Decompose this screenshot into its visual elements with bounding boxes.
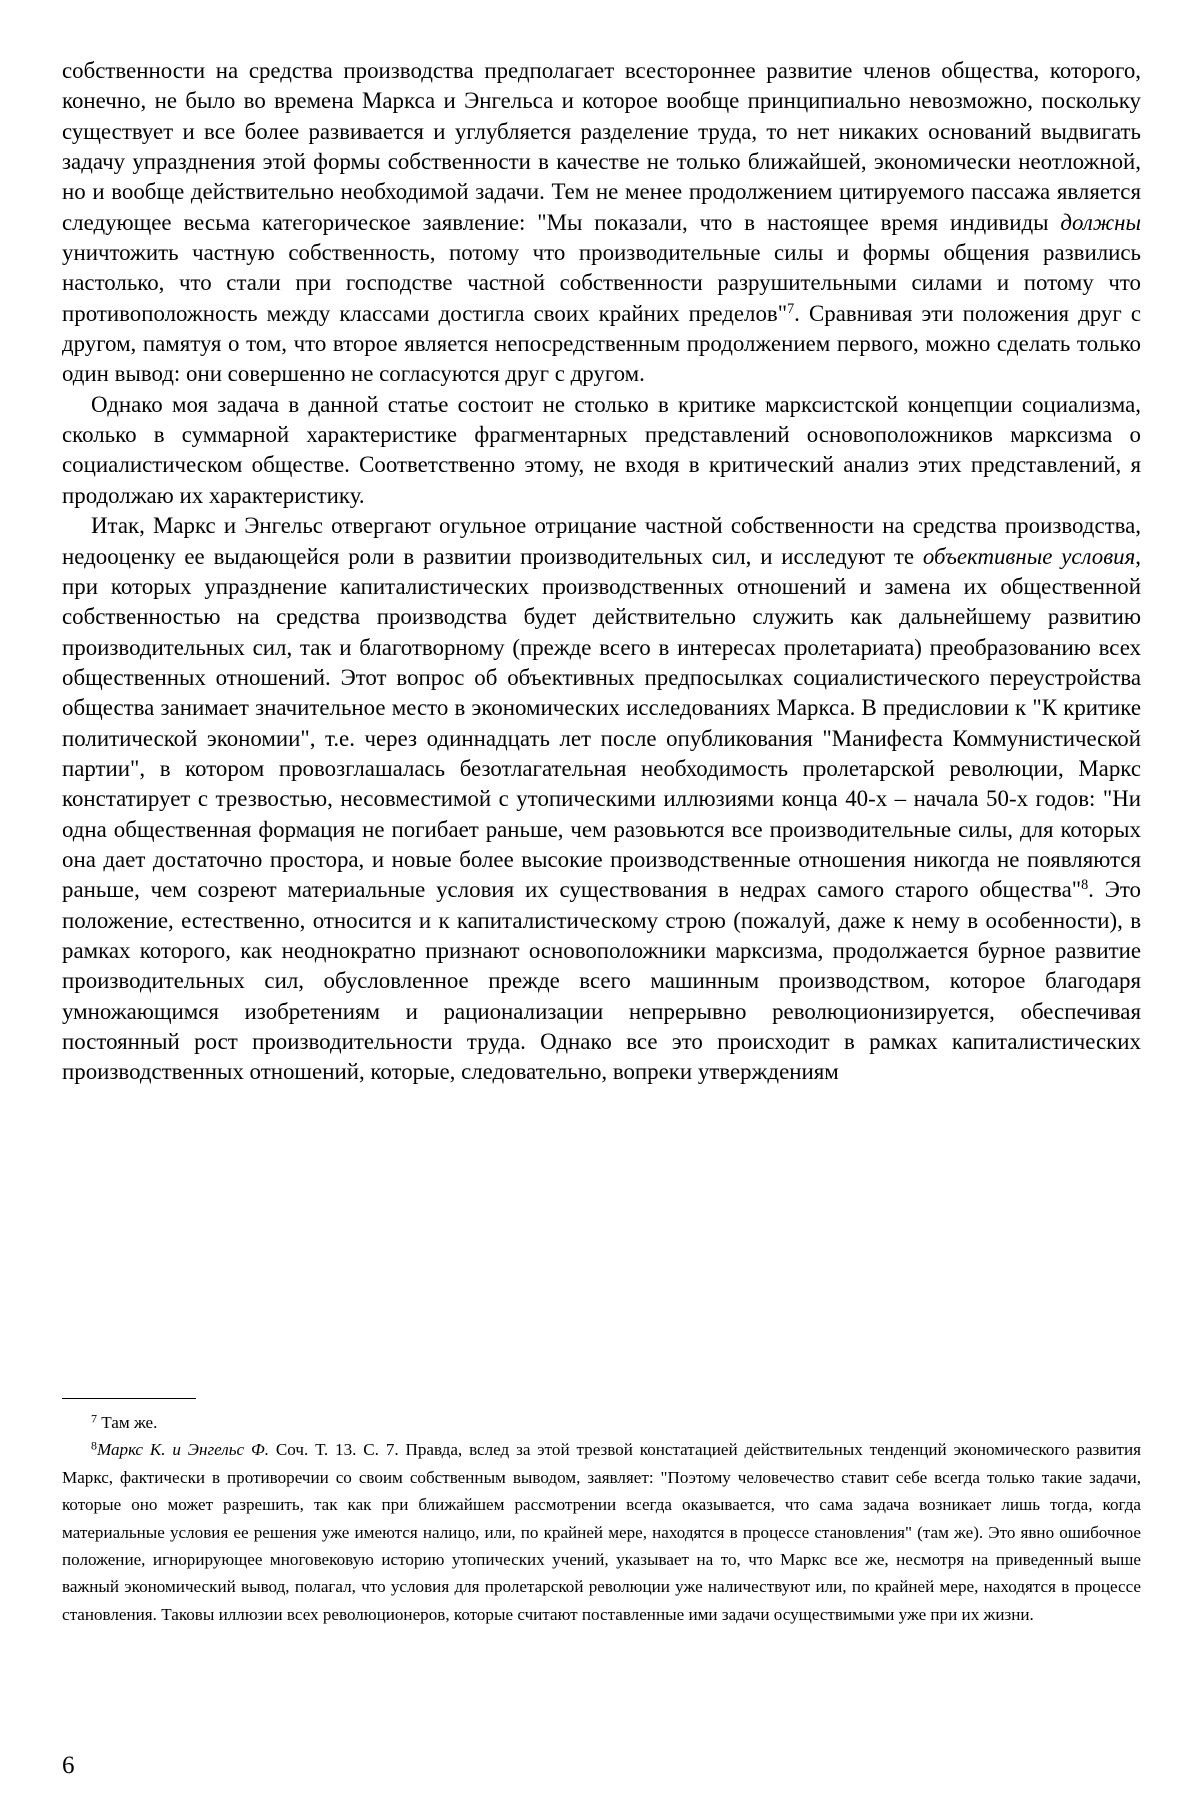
paragraph-3-part-1: Итак, Маркс и Энгельс отвергают огульное отрицание частной собственности на средства производства, недооценку ее выдающейся роли в развитии производительных сил, и исследуют те [62, 513, 1141, 569]
footnote-mark-7: 7 [91, 1411, 97, 1426]
paragraph-3-part-3: . Это положение, естественно, относится и к капиталистическому строю (пожалуй, даже к нему в особенности), в рамках которого, как неоднократно признают основоположники марксизма, продолжается бурное развитие производительных сил, обусловленное прежде всего машинным производством, которое благодаря умножающимся изобретениям и рационализации непрерывно революционизируется, обеспечивая постоянный рост производительности труда. Однако все это происходит в рамках капиталистических производственных отношений, которые, следовательно, вопреки утверждениям [62, 877, 1141, 1085]
footnote-7 [62, 1409, 1141, 1436]
page-number: 6 [62, 1752, 75, 1779]
footnote-mark-8: 8 [91, 1439, 97, 1454]
footnote-8 [62, 1436, 1141, 1628]
paragraph-1-part-2: уничтожить частную собственность, потому что производительные силы и формы общения развились настолько, что стали при господстве частной собственности разрушительными силами и потому что противоположность между классами достигла своих крайних пределов" [62, 240, 1141, 326]
emphasis-objective-conditions: объективные условия [922, 543, 1136, 569]
paragraph-1-part-3: . Сравнивая эти положения друг с другом, памятуя о том, что второе является непосредственным продолжением первого, можно сделать только один вывод: они совершенно не согласуются друг с другом. [62, 300, 1142, 387]
main-text [62, 56, 1141, 1088]
footnote-separator [62, 1398, 196, 1399]
footnote-ref-7[interactable]: 7 [787, 300, 795, 317]
paragraph-1 [62, 56, 1141, 390]
paragraph-3 [62, 511, 1141, 1088]
paragraph-3-part-2: , при которых упразднение капиталистических производственных отношений и замена их общественной собственностью на средства производства будет действительно служить как дальнейшему развитию производительных сил, так и благотворному (прежде всего в интересах пролетариата) преобразованию всех общественных отношений. Этот вопрос об объективных предпосылках социалистического переустройства общества занимает значительное место в экономических исследованиях Маркса. В предисловии к "К критике политической экономии", т.е. через одиннадцать лет после опубликования "Манифеста Коммунистической партии", в котором провозглашалась безотлагательная необходимость пролетарской революции, Маркс констатирует с трезвостью, несовместимой с утопическими иллюзиями конца 40-х – начала 50-х годов: "Ни одна общественная формация не погибает раньше, чем разовьются все производительные силы, для которых она дает достаточно простора, и новые более высокие производственные отношения никогда не появляются раньше, чем созреют материальные условия их существования в недрах самого старого общества" [62, 543, 1142, 903]
footnote-7-text: Там же. [96, 1413, 158, 1432]
footnote-8-text: Соч. Т. 13. С. 7. Правда, вслед за этой трезвой констатацией действительных тенденций экономического развития Маркс, фактически в противоречии со своим собственным выводом, заявляет: "Поэтому человечество ставит себе всегда только такие задачи, которые оно может разрешить, так как при ближайшем рассмотрении всегда оказывается, что сама задача возникает лишь тогда, когда материальные условия ее решения уже имеются налицо, или, по крайней мере, находятся в процессе становления" (там же). Это явно ошибочное положение, игнорирующее многовековую историю утопических учений, указывает на то, что Маркс все же, несмотря на приведенный выше важный экономический вывод, полагал, что условия для пролетарской революции уже наличествуют или, по крайней мере, находятся в процессе становления. Таковы иллюзии всех революционеров, которые считают поставленные ими задачи осуществимыми уже при их жизни. [62, 1440, 1141, 1624]
footnote-8-author: Маркс К. и Энгельс Ф. [96, 1440, 270, 1460]
footnote-ref-8[interactable]: 8 [1081, 877, 1089, 894]
paragraph-1-part-1: собственности на средства производства предполагает всестороннее развитие членов общества, которого, конечно, не было во времена Маркса и Энгельса и которое вообще принципиально невозможно, поскольку существует и все более развивается и углубляется разделение труда, то нет никаких оснований выдвигать задачу упразднения этой формы собственности в качестве не только ближайшей, экономически неотложной, но и вообще действительно необходимой задачи. Тем не менее продолжением цитируемого пассажа является следующее весьма категорическое заявление: "Мы показали, что в настоящее время индивиды [62, 58, 1141, 235]
footnotes [62, 1409, 1141, 1628]
emphasis-dolzhny: должны [1060, 209, 1141, 235]
paragraph-2: Однако моя задача в данной статье состоит не столько в критике марксистской концепции социализма, сколько в суммарной характеристике фрагментарных представлений основоположников марксизма о социалистическом обществе. Соответственно этому, не входя в критический анализ этих представлений, я продолжаю их характеристику. [62, 391, 1141, 508]
